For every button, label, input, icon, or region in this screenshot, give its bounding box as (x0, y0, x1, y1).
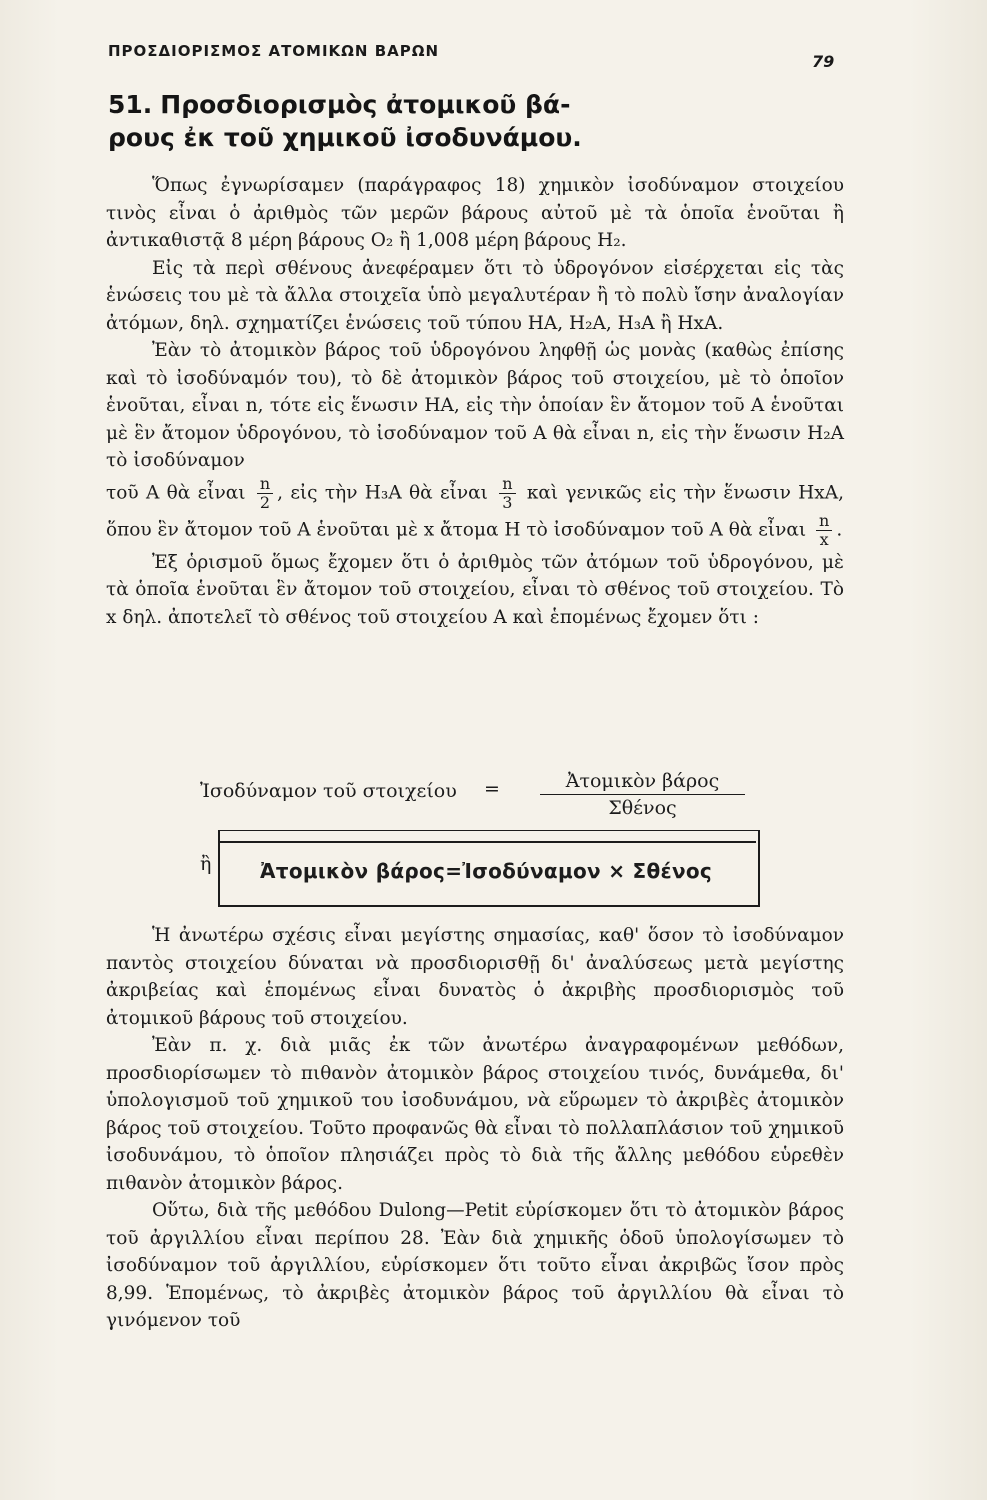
p3b-part-a: τοῦ A θὰ εἶναι (106, 482, 246, 503)
text-block-lower (106, 922, 844, 1335)
formula-numerator: Ἀτομικὸν βάρος (540, 770, 745, 795)
fraction-n-over-3 (499, 475, 515, 512)
paragraph-7: Οὕτω, διὰ τῆς μεθόδου Dulong—Petit εὑρίσκομεν ὅτι τὸ ἀτομικὸν βάρος τοῦ ἀργιλλίου εἶναι περίπου 28. Ἐὰν διὰ χημικῆς ὁδοῦ ὑπολογίσωμεν τὸ ἰσοδύναμον τοῦ ἀργιλλίου, εὑρίσκομεν ὅτι τοῦτο εἶναι ἀκριβῶς ἴσον πρὸς 8,99. Ἑπομένως, τὸ ἀκριβὲς ἀτομικὸν βάρος τοῦ ἀργιλλίου θὰ εἶναι τὸ γινόμενον τοῦ (106, 1200, 844, 1331)
p3b-part-c: καὶ γενικῶς εἰς τὴν ἕνωσιν HxA, ὅπου ἓν ἄτομον τοῦ A ἑνοῦται μὲ x ἄτομα H τὸ ἰσοδύναμον τοῦ A θὰ εἶναι (106, 482, 844, 540)
fraction-n-over-x (816, 512, 832, 549)
section-number: 51. (108, 90, 153, 119)
fraction-denominator: 3 (502, 492, 513, 512)
boxed-formula-text: Ἀτομικὸν βάρος=Ἰσοδύναμον × Σθένος (260, 859, 713, 883)
paragraph-4: Ἐξ ὁρισμοῦ ὅμως ἔχομεν ὅτι ὁ ἀριθμὸς τῶν ἀτόμων τοῦ ὑδρογόνου, μὲ τὰ ὁποῖα ἑνοῦται ἓν ἄτομον τοῦ στοιχείου, εἶναι τὸ σθένος τοῦ στοιχείου. Τὸ x δηλ. ἀποτελεῖ τὸ σθένος τοῦ στοιχείου A καὶ ἑπομένως ἔχομεν ὅτι : (106, 551, 844, 628)
fraction-numerator: n (257, 475, 273, 494)
section-title-line1: Προσδιορισμὸς ἀτομικοῦ βά- (160, 90, 571, 119)
formula-equals: = (484, 778, 500, 800)
boxed-formula-inner (220, 841, 756, 897)
paragraph-2: Εἰς τὰ περὶ σθένους ἀνεφέραμεν ὅτι τὸ ὑδρογόνον εἰσέρχεται εἰς τὰς ἑνώσεις του μὲ τὰ ἄλλα στοιχεῖα ὑπὸ μεγαλυτέραν ἢ τὸ πολὺ ἴσην ἀναλογίαν ἀτόμων, δηλ. σχηματίζει ἑνώσεις τοῦ τύπου HA, H₂A, H₃A ἢ HxA. (106, 257, 844, 334)
or-label: ἢ (200, 853, 212, 875)
paragraph-3: Ἐὰν τὸ ἀτομικὸν βάρος τοῦ ὑδρογόνου ληφθῇ ὡς μονὰς (καθὼς ἐπίσης καὶ τὸ ἰσοδύναμόν του), τὸ δὲ ἀτομικὸν βάρος τοῦ στοιχείου, μὲ τὸ ὁποῖον ἑνοῦται, εἶναι n, τότε εἰς ἕνωσιν HA, εἰς τὴν ὁποίαν ἓν ἄτομον τοῦ A ἑνοῦται μὲ ἓν ἄτομον ὑδρογόνου, τὸ ἰσοδύναμον τοῦ A θὰ εἶναι n, εἰς τὴν ἕνωσιν H₂A τὸ ἰσοδύναμον (106, 340, 844, 471)
boxed-formula (218, 830, 760, 907)
paragraph-3-continued: τοῦ A θὰ εἶναι $\frac{n}{2}$ , εἰς τὴν H₃A θὰ εἶναι $\frac{n}{3}$ καὶ γενικῶς εἰς τὴν ἕνωσιν HxA, ὅπου ἓν ἄτομον τοῦ A ἑνοῦται μὲ x ἄτομα H τὸ ἰσοδύναμον τοῦ A θὰ εἶναι $\frac{n}{x}$ . (106, 473, 844, 549)
section-title (108, 88, 708, 154)
page-number: 79 (812, 52, 835, 71)
fraction-denominator: 2 (259, 492, 271, 512)
fraction-n-over-2 (257, 475, 273, 512)
running-head: ΠΡΟΣΔΙΟΡΙΣΜΟΣ ΑΤΟΜΙΚΩΝ ΒΑΡΩΝ (108, 42, 440, 60)
section-title-line2: ρους ἐκ τοῦ χημικοῦ ἰσοδυνάμου. (108, 123, 582, 152)
formula-denominator: Σθένος (608, 797, 677, 819)
p3b-part-b: , εἰς τὴν H₃A θὰ εἶναι (277, 482, 488, 503)
fraction-numerator: n (499, 475, 515, 494)
paragraph-5: Ἡ ἀνωτέρω σχέσις εἶναι μεγίστης σημασίας, καθ' ὅσον τὸ ἰσοδύναμον παντὸς στοιχείου δύναται νὰ προσδιορισθῇ δι' ἀναλύσεως μετὰ μεγίστης ἀκριβείας καὶ ἑπομένως εἶναι δυνατὸς ὁ ἀκριβὴς προσδιορισμὸς τοῦ ἀτομικοῦ βάρους τοῦ στοιχείου. (106, 925, 844, 1029)
paragraph-1: Ὅπως ἐγνωρίσαμεν (παράγραφος 18) χημικὸν ἰσοδύναμον στοιχείου τινὸς εἶναι ὁ ἀριθμὸς τῶν μερῶν βάρους αὐτοῦ μὲ τὰ ὁποῖα ἑνοῦται ἢ ἀντικαθιστᾷ 8 μέρη βάρους O₂ ἢ 1,008 μέρη βάρους H₂. (106, 175, 844, 251)
fraction-denominator: x (819, 529, 829, 549)
paragraph-6: Ἐὰν π. χ. διὰ μιᾶς ἐκ τῶν ἀνωτέρω ἀναγραφομένων μεθόδων, προσδιορίσωμεν τὸ πιθανὸν ἀτομικὸν βάρος στοιχείου τινός, δυνάμεθα, δι' ὑπολογισμοῦ τοῦ χημικοῦ του ἰσοδυνάμου, νὰ εὕρωμεν τὸ ἀκριβὲς ἀτομικὸν βάρος τοῦ στοιχείου. Τοῦτο προφανῶς θὰ εἶναι τὸ πολλαπλάσιον τοῦ χημικοῦ ἰσοδυνάμου, τὸ ὁποῖον πλησιάζει πρὸς τὸ διὰ τῆς ἄλλης μεθόδου εὑρεθὲν πιθανὸν ἀτομικὸν βάρος. (106, 1035, 844, 1194)
formula-fraction (540, 770, 745, 819)
equivalent-formula (200, 770, 760, 830)
fraction-numerator: n (816, 512, 832, 531)
text-block-upper (106, 172, 844, 631)
formula-lhs: Ἰσοδύναμον τοῦ στοιχείου (200, 780, 457, 802)
